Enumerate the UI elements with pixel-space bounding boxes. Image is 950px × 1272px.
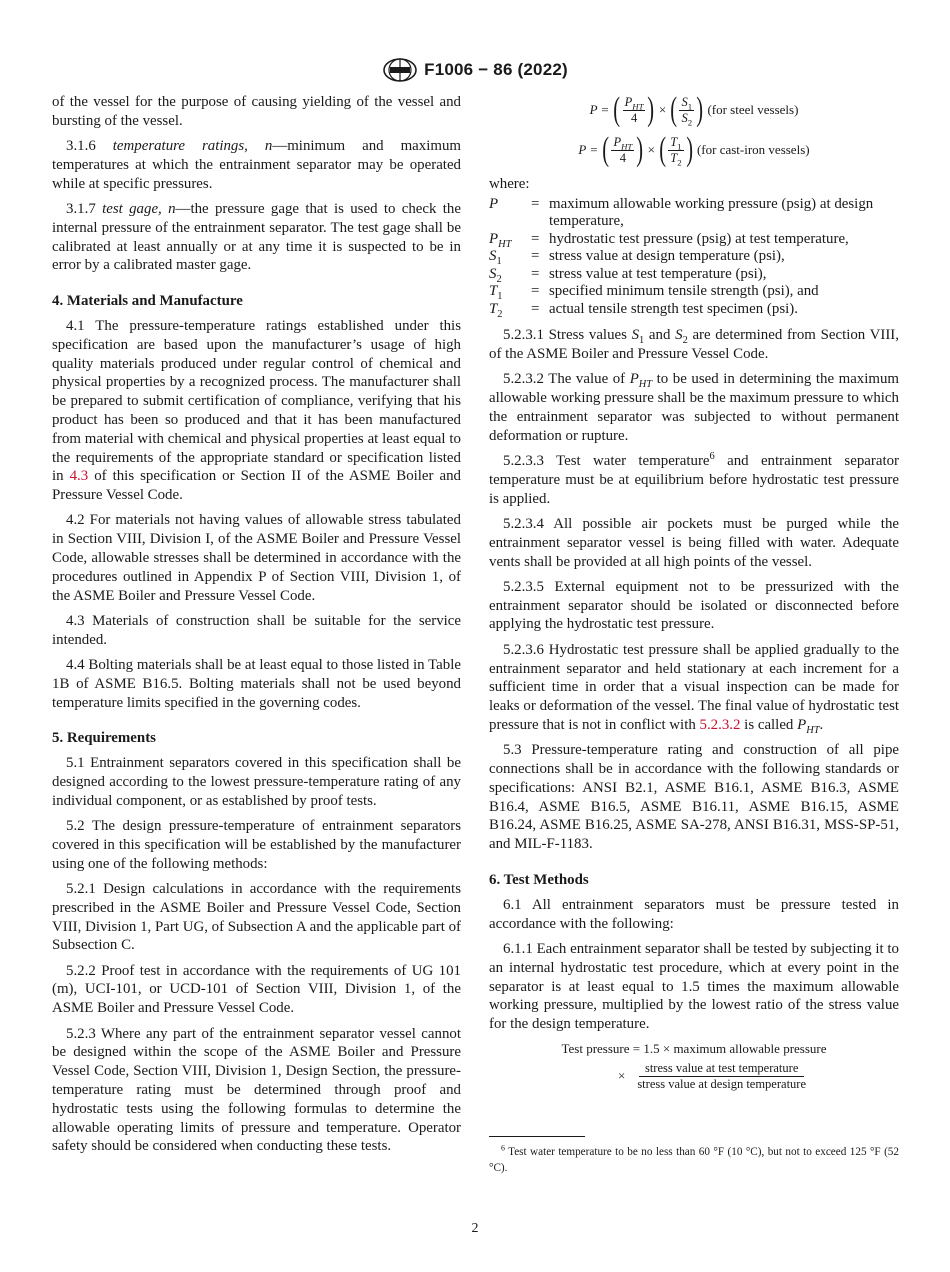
paragraph-5-2-3-5: 5.2.3.5 External equipment not to be pressurized with the entrainment separator should be isolated or disconnected before applying the hydrostatic test pressure. [489,578,899,633]
formula-test-pressure-line1: Test pressure = 1.5 × maximum allowable pressure [561,1041,827,1057]
astm-logo-icon [382,58,418,82]
definition-row: $S_2$ = stress value at test temperature (psi), [489,265,767,285]
xref-link-5-2-3-2[interactable]: 5.2.3.2 [699,716,741,733]
footnote-ref[interactable]: 6 [709,451,715,463]
where-label: where: [489,176,530,192]
formula-steel: P = ( $\frac{P_{HT}}{4}$ ) × ( $\frac{S_1}{S_2}$ ) (for steel vessels) [589,91,799,128]
formula-cast-iron: P = ( $\frac{P_{HT}}{4}$ ) × ( $\frac{T_1}{T_2}$ ) (for cast-iron vessels) [578,131,810,168]
section-heading-6: 6. Test Methods [489,872,589,889]
paragraph-5-2-3-4: 5.2.3.4 All possible air pockets must be purged while the entrainment separator vessel is being filled with water. Adequate vents shall be provided at all high points of the vessel. [489,515,899,570]
page-number: 2 [471,1221,479,1236]
footnote-6: $^6$ Test water temperature to be no less than 60 °F (10 °C), but not to exceed 125 °F (52 °C). [489,1143,899,1174]
paragraph-5-2-3-6: 5.2.3.6 Hydrostatic test pressure shall be applied gradually to the entrainment separator and held stationary at each increment for a sufficient time in order that a visual inspection can be made for leaks or deformation of the vessel. The final value of hydrostatic test pressure that is not in conflict with 5.2.3.2 is called $P_{HT}$. [489,641,899,736]
paragraph-3-1-6: 3.1.6 temperature ratings, n—minimum and maximum temperatures at which the entrainment separator may be operated while at specific pressures. [52,138,461,192]
paragraph-5-2-2: 5.2.2 Proof test in accordance with the requirements of UG 101 (m), UCI-101, or UCD-101 of Section VIII, Division 1, of the ASME Boiler and Pressure Vessel Code. [52,962,461,1017]
paragraph-3-1-7: 3.1.7 test gage, n—the pressure gage that is used to check the internal pressure of the entrainment separator. The test gage shall be calibrated at least annually or at any time it is suspected to be in error by a calibrated master gage. [52,200,461,274]
page-header [0,58,950,82]
paragraph-5-2-3-1: 5.2.3.1 Stress values $S_1$ and $S_2$ are determined from Section VIII, of the ASME Boiler and Pressure Vessel Code. [489,327,899,363]
paragraph-4-3: 4.3 Materials of construction shall be suitable for the service intended. [52,612,461,648]
paragraph-5-2: 5.2 The design pressure-temperature of entrainment separators covered in this specification will be established by the manufacturer using one of the following methods: [52,818,461,872]
section-heading-4: 4. Materials and Manufacture [52,293,243,310]
paragraph-5-2-1: 5.2.1 Design calculations in accordance with the requirements prescribed in the ASME Boiler and Pressure Vessel Code, Section VIII, Division 1, Part UG, of Subsection A and the applicable part of Subsection C. [52,880,461,954]
symbol-definitions [489,196,899,319]
paragraph-5-2-3-2: 5.2.3.2 The value of $P_{HT}$ to be used in determining the maximum allowable working pressure shall be the maximum pressure to which the entrainment separator was subjected to without permanent deformation or rupture. [489,371,899,444]
footnote-divider [489,1136,585,1137]
definition-row: $S_1$ = stress value at design temperature (psi), [489,248,785,268]
paragraph-continuation: of the vessel for the purpose of causing yielding of the vessel and bursting of the vessel. [52,94,461,129]
paragraph-5-1: 5.1 Entrainment separators covered in this specification shall be designed according to the lowest pressure-temperature rating of any individual component, or as established by proof tests. [52,755,461,809]
paragraph-4-2: 4.2 For materials not having values of allowable stress tabulated in Section VIII, Division I, of the ASME Boiler and Pressure Vessel Code, allowable stresses shall be determined in accordance with the procedures outlined in Appendix P of Section VIII, Division 1, of the ASME Boiler and Pressure Vessel Code. [52,512,461,604]
paragraph-5-3: 5.3 Pressure-temperature rating and construction of all pipe connections shall be in accordance with the following standards or specifications: ANSI B2.1, ASME B16.1, ASME B16.3, ASME B16.4, ASME B16.5, ASME B16.11, ASME B16.15, ASME B16.24, ASME B16.25, ASME SA-278, ANSI B16.31, MSS-SP-51, and MIL-F-1183. [489,742,899,853]
definition-row: $T_2$ = actual tensile strength test specimen (psi). [489,300,798,320]
paragraph-4-1: 4.1 The pressure-temperature ratings established under this specification are based upon the manufacturer’s usage of high quality materials produced under regular control of chemical and physical properties by a recognized process. The manufacturer shall be prepared to submit certification of compliance, verifying that his product has been so produced and that it has been manufactured from material with chemical and physical properties at least equal to the requirements of the appropriate standard or specification listed in 4.3 of this specification or Section II of the ASME Boiler and Pressure Vessel Code. [52,317,461,504]
definition-row: $T_1$ = specified minimum tensile strength (psi), and [489,283,819,303]
paragraph-6-1: 6.1 All entrainment separators must be pressure tested in accordance with the following: [489,896,899,932]
formula-test-pressure-line2: × $\frac{\text{stress value at test temperature}}{\text{stress value at design temperature}}$ [617,1061,807,1092]
right-column [489,93,899,1183]
paragraph-6-1-1: 6.1.1 Each entrainment separator shall be tested by subjecting it to an internal hydrostatic test procedure, which at every point in the separator is at least equal to 1.5 times the maximum allowable working pressure, multiplied by the lowest ratio of the stress value for the design temperature. [489,940,899,1033]
definition-row: $P_{HT}$ = hydrostatic test pressure (psig) at test temperature, [489,230,849,250]
paragraph-4-4: 4.4 Bolting materials shall be at least equal to those listed in Table 1B of ASME B16.5. Bolting materials shall not be used beyond temperature limits specified in the governing codes. [52,657,461,711]
designation: F1006 − 86 (2022) [424,60,568,79]
section-heading-5: 5. Requirements [52,730,156,747]
xref-link-4-3[interactable]: 4.3 [69,468,89,485]
left-column [52,93,461,1163]
paragraph-5-2-3-3: 5.2.3.3 Test water temperature$^6$ and entrainment separator temperature must be at equilibrium before hydrostatic test pressure is applied. [489,451,899,507]
paragraph-5-2-3: 5.2.3 Where any part of the entrainment separator vessel cannot be designed within the scope of the ASME Boiler and Pressure Vessel Code, Section VIII, Division 1, Design Section, the pressure-temperature rating must be determined through proof and hydrostatic tests using the following formulas to determine the allowable operating limits of pressure and temperature. Operator safety should be considered when conducting these tests. [52,1025,461,1155]
definition-row: P = maximum allowable working pressure (psig) at design temperature, [489,195,874,230]
